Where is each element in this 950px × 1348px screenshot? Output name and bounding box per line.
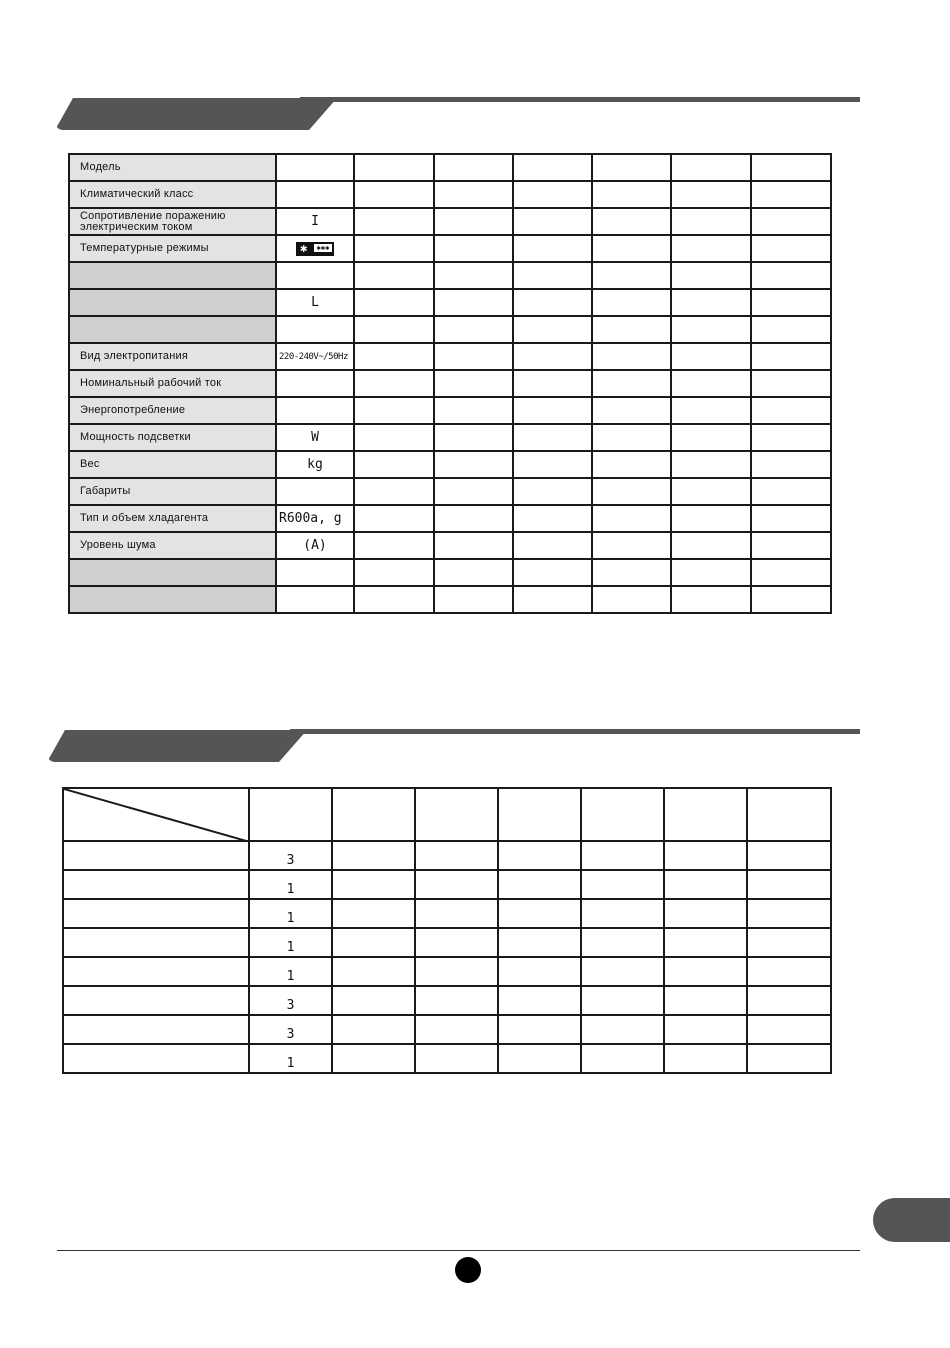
- accessory-row: [63, 899, 831, 928]
- spec-label: [69, 262, 276, 289]
- specifications-table: [68, 153, 832, 614]
- spec-value: W: [276, 424, 354, 451]
- accessories-table: [62, 787, 832, 1074]
- spec-label: Энергопотребление: [69, 397, 276, 424]
- page-number-dot: [455, 1257, 481, 1283]
- spec-label: [69, 316, 276, 343]
- spec-row-blank: [69, 559, 831, 586]
- section-header-tab-accessories: [47, 730, 307, 762]
- accessory-name-cell: [63, 899, 249, 928]
- header-diagonal-cell: [63, 788, 249, 841]
- spec-row-energy-consumption: [69, 397, 831, 424]
- accessory-row: [63, 870, 831, 899]
- spec-row-lamp-power: [69, 424, 831, 451]
- spec-value: I: [276, 208, 354, 235]
- spec-value: [276, 181, 354, 208]
- spec-row-refrigerant: [69, 505, 831, 532]
- accessory-name-cell: [63, 928, 249, 957]
- spec-row-power-supply: [69, 343, 831, 370]
- spec-value: kg: [276, 451, 354, 478]
- section-header-rule-specs: [300, 97, 860, 102]
- spec-row-blank: [69, 316, 831, 343]
- accessory-row: [63, 841, 831, 870]
- spec-label: Тип и объем хладагента: [69, 505, 276, 532]
- spec-label: Номинальный рабочий ток: [69, 370, 276, 397]
- freezer-star-icon: ✱ ✱✱✱: [296, 242, 334, 256]
- accessory-name-cell: [63, 1015, 249, 1044]
- spec-value: [276, 262, 354, 289]
- spec-label: [69, 586, 276, 613]
- spec-row-weight: [69, 451, 831, 478]
- spec-label: Уровень шума: [69, 532, 276, 559]
- spec-label: [69, 559, 276, 586]
- spec-value: [276, 316, 354, 343]
- spec-value: [276, 586, 354, 613]
- spec-row-shock-protection: [69, 208, 831, 235]
- accessory-quantity: 3: [249, 986, 332, 1015]
- accessory-row: [63, 1044, 831, 1073]
- spec-value: [276, 370, 354, 397]
- spec-row-temperature-modes: [69, 235, 831, 262]
- accessory-quantity: 1: [249, 928, 332, 957]
- accessory-quantity: 1: [249, 870, 332, 899]
- diagonal-divider-line: [64, 789, 250, 842]
- spec-row-blank: [69, 586, 831, 613]
- spec-row-climate-class: [69, 181, 831, 208]
- accessory-name-cell: [63, 957, 249, 986]
- spec-value: 220-240V~/50Hz: [276, 343, 354, 370]
- spec-label: Вес: [69, 451, 276, 478]
- accessory-quantity: 1: [249, 899, 332, 928]
- accessory-row: [63, 1015, 831, 1044]
- spec-label: Сопротивление поражению электрическим током: [69, 208, 276, 235]
- spec-label: Модель: [69, 154, 276, 181]
- accessory-quantity: 3: [249, 1015, 332, 1044]
- accessory-quantity: 1: [249, 1044, 332, 1073]
- spec-row-noise-level: [69, 532, 831, 559]
- spec-row-blank: [69, 289, 831, 316]
- spec-label: Климатический класс: [69, 181, 276, 208]
- accessory-name-cell: [63, 841, 249, 870]
- section-header-rule-accessories: [290, 729, 860, 734]
- accessory-row: [63, 986, 831, 1015]
- spec-label: Температурные режимы: [69, 235, 276, 262]
- spec-value: [276, 559, 354, 586]
- accessory-row: [63, 957, 831, 986]
- accessories-header-row: [63, 788, 831, 841]
- spec-value: R600a, g: [276, 505, 354, 532]
- spec-label: Вид электропитания: [69, 343, 276, 370]
- spec-label: Габариты: [69, 478, 276, 505]
- accessory-name-cell: [63, 1044, 249, 1073]
- accessory-row: [63, 928, 831, 957]
- section-header-tab-specs: [55, 98, 337, 130]
- spec-row-model: [69, 154, 831, 181]
- spec-value: [276, 154, 354, 181]
- accessory-name-cell: [63, 870, 249, 899]
- spec-value-mode: [276, 235, 354, 262]
- spec-row-rated-current: [69, 370, 831, 397]
- spec-value: [276, 397, 354, 424]
- spec-value: L: [276, 289, 354, 316]
- spec-value: [276, 478, 354, 505]
- accessory-name-cell: [63, 986, 249, 1015]
- accessory-quantity: 3: [249, 841, 332, 870]
- spec-label: Мощность подсветки: [69, 424, 276, 451]
- spec-row-dimensions: [69, 478, 831, 505]
- footer-rule: [57, 1250, 860, 1251]
- accessory-quantity: 1: [249, 957, 332, 986]
- spec-label: [69, 289, 276, 316]
- spec-value: (A): [276, 532, 354, 559]
- side-edge-tab: [873, 1198, 950, 1242]
- spec-row-blank: [69, 262, 831, 289]
